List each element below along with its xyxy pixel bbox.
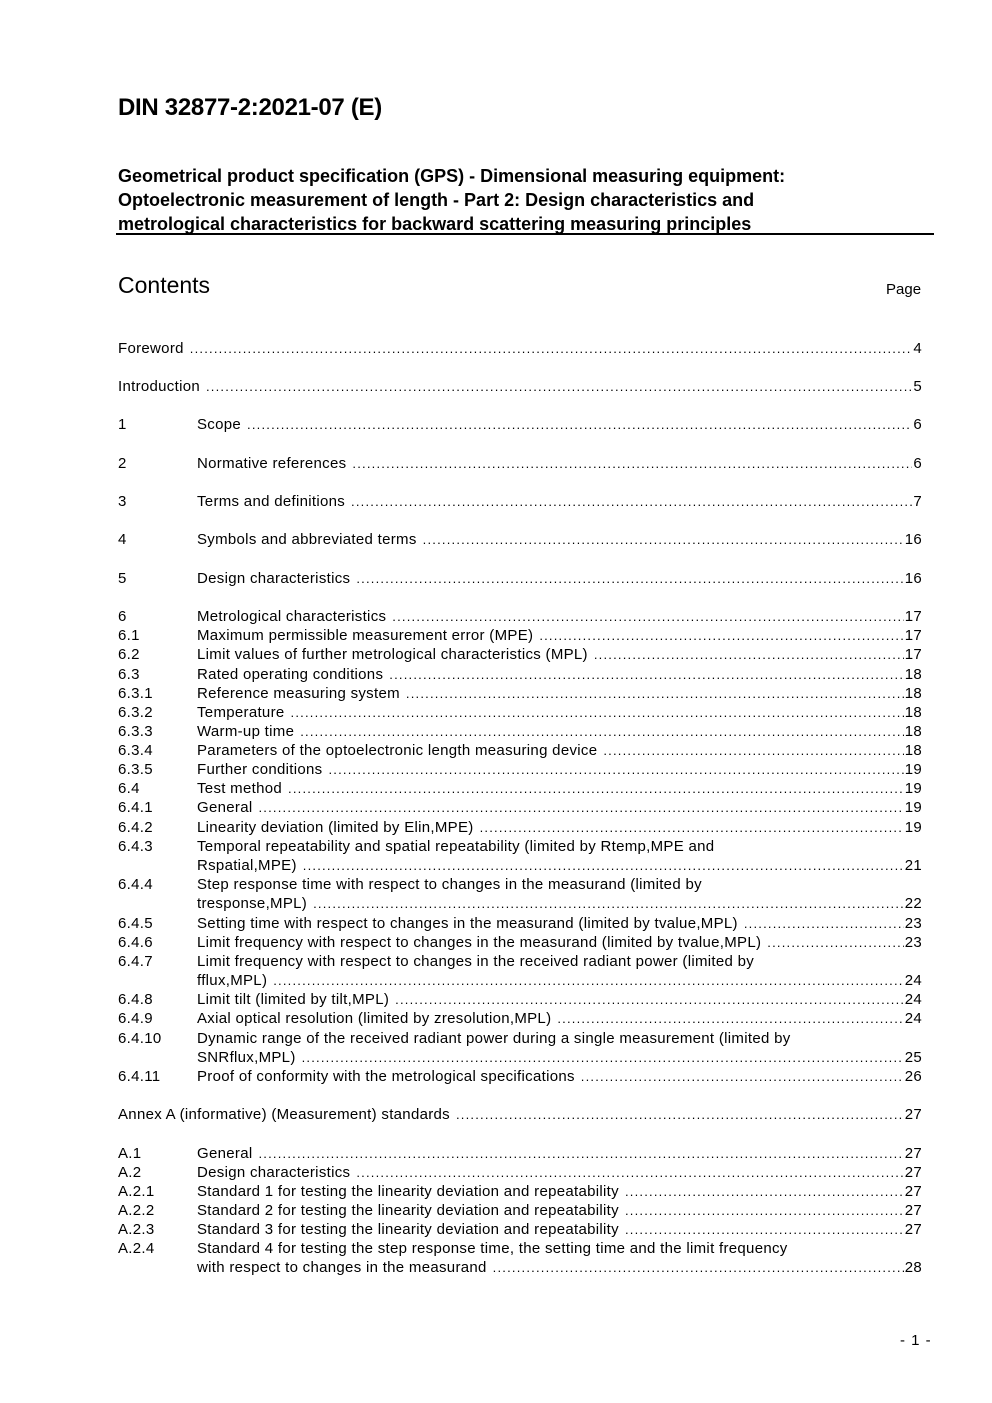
toc-entry-number: 6.4.5 [118,915,153,932]
toc-entry-page: 22 [904,895,922,912]
toc-entry[interactable] [118,779,922,798]
toc-entry-title: Standard 2 for testing the linearity deviation and repeatability [197,1202,619,1219]
toc-entry-continuation[interactable] [118,1258,922,1277]
toc-leader-dots [493,1258,904,1277]
toc-entry-title: Standard 1 for testing the linearity deviation and repeatability [197,1183,619,1200]
toc-entry-page: 6 [913,416,922,433]
toc-entry[interactable] [118,530,922,549]
toc-entry-page: 27 [904,1145,922,1162]
toc-entry[interactable] [118,415,922,434]
toc-entry-title: Symbols and abbreviated terms [197,531,417,548]
toc-entry-number: 6.4.4 [118,876,153,893]
toc-entry-number: 6.4.3 [118,838,153,855]
toc-entry-title: Standard 3 for testing the linearity deviation and repeatability [197,1221,619,1238]
document-title-line: metrological characteristics for backward scattering measuring principles [118,214,752,234]
toc-entry-title: Temporal repeatability and spatial repeatability (limited by Rtemp,MPE and [197,838,715,855]
toc-leader-dots [247,415,912,434]
toc-entry[interactable] [118,1067,922,1086]
toc-entry-title: Terms and definitions [197,493,346,510]
toc-entry[interactable] [118,665,922,684]
toc-leader-dots [258,798,903,817]
toc-entry-title: Temperature [197,704,285,721]
toc-leader-dots [389,665,903,684]
toc-entry-title-continued: Rspatial,MPE) [197,857,297,874]
toc-entry[interactable] [118,760,922,779]
toc-entry[interactable] [118,914,922,933]
toc-entry-title: Test method [197,780,283,797]
toc-entry-page: 18 [904,704,922,721]
toc-leader-dots [206,377,912,396]
toc-entry-title: Introduction [118,378,200,395]
toc-entry-page: 19 [904,761,922,778]
toc-entry-continuation[interactable] [118,971,922,990]
toc-leader-dots [313,894,904,913]
toc-entry-page: 23 [904,934,922,951]
toc-leader-dots [303,856,904,875]
toc-entry-page: 17 [904,608,922,625]
document-title-line: Geometrical product specification (GPS) - Dimensional measuring equipment: [118,166,786,186]
toc-entry-number: A.2.4 [118,1240,155,1257]
toc-entry-page: 19 [904,780,922,797]
toc-entry-title: Linearity deviation (limited by Elin,MPE) [197,819,474,836]
toc-leader-dots [456,1105,904,1124]
toc-entry-title: Reference measuring system [197,685,400,702]
toc-entry-continuation[interactable] [118,856,922,875]
toc-entry-page: 19 [904,799,922,816]
toc-entry-page: 16 [904,570,922,587]
toc-entry-page: 18 [904,685,922,702]
toc-entry[interactable] [118,1029,922,1048]
toc-entry-number: 6.3.3 [118,723,153,740]
toc-entry[interactable] [118,645,922,664]
toc-entry[interactable] [118,1220,922,1239]
toc-entry-page: 21 [904,857,922,874]
toc-leader-dots [625,1201,904,1220]
toc-entry[interactable] [118,1201,922,1220]
toc-entry-page: 27 [904,1221,922,1238]
toc-leader-dots [406,684,904,703]
toc-entry-page: 4 [913,340,922,357]
toc-entry[interactable] [118,741,922,760]
title-divider [116,233,934,235]
document-id: DIN 32877-2:2021-07 (E) [118,94,382,121]
toc-entry-page: 19 [904,819,922,836]
toc-entry-page: 24 [904,991,922,1008]
toc-leader-dots [594,645,904,664]
toc-entry-title-continued: with respect to changes in the measurand [197,1259,487,1276]
toc-entry-page: 25 [904,1049,922,1066]
toc-entry-page: 16 [904,531,922,548]
toc-entry[interactable] [118,569,922,588]
toc-entry-title: Metrological characteristics [197,608,387,625]
toc-entry-title: Limit frequency with respect to changes in the received radiant power (limited by [197,953,755,970]
toc-entry-title: Setting time with respect to changes in the measurand (limited by tvalue,MPL) [197,915,738,932]
toc-entry-title: Design characteristics [197,570,351,587]
toc-leader-dots [625,1182,904,1201]
toc-entry-title-continued: fflux,MPL) [197,972,268,989]
toc-entry-title: Parameters of the optoelectronic length measuring device [197,742,598,759]
toc-entry-page: 27 [904,1106,922,1123]
toc-entry[interactable] [118,492,922,511]
toc-leader-dots [395,990,904,1009]
toc-entry-number: 6.3.5 [118,761,153,778]
toc-entry-title: Limit tilt (limited by tilt,MPL) [197,991,390,1008]
toc-entry[interactable] [118,990,922,1009]
toc-leader-dots [328,760,903,779]
toc-entry-title-continued: SNRflux,MPL) [197,1049,296,1066]
toc-entry[interactable] [118,952,922,971]
toc-leader-dots [356,569,903,588]
document-title [118,164,908,236]
toc-leader-dots [351,492,912,511]
toc-entry-title: Axial optical resolution (limited by zresolution,MPL) [197,1010,552,1027]
toc-leader-dots [352,454,912,473]
toc-entry-number: 6.4.11 [118,1068,161,1085]
toc-leader-dots [190,339,913,358]
page-column-heading: Page [886,281,922,298]
toc-entry[interactable] [118,607,922,626]
toc-entry-number: A.2.1 [118,1183,155,1200]
toc-entry-number: 2 [118,455,127,472]
toc-entry-page: 26 [904,1068,922,1085]
toc-entry-title: General [197,1145,253,1162]
toc-entry-continuation[interactable] [118,894,922,913]
toc-entry[interactable] [118,875,922,894]
toc-leader-dots [288,779,904,798]
toc-entry-title: General [197,799,253,816]
toc-entry-number: 4 [118,531,127,548]
toc-entry[interactable] [118,1239,922,1258]
toc-entry[interactable] [118,722,922,741]
toc-entry-title: Design characteristics [197,1164,351,1181]
toc-entry-title: Foreword [118,340,184,357]
toc-entry-number: 6.4.10 [118,1030,162,1047]
toc-entry-number: A.2 [118,1164,142,1181]
toc-entry[interactable] [118,684,922,703]
toc-entry-title: Further conditions [197,761,323,778]
toc-entry-title: Annex A (informative) (Measurement) standards [118,1106,450,1123]
toc-entry-number: 6.3.4 [118,742,153,759]
toc-entry-title-continued: tresponse,MPL) [197,895,308,912]
toc-entry-title: Maximum permissible measurement error (MPE) [197,627,534,644]
toc-entry[interactable] [118,1182,922,1201]
toc-entry-page: 6 [913,455,922,472]
toc-entry-page: 24 [904,1010,922,1027]
toc-entry-page: 27 [904,1183,922,1200]
toc-entry-number: A.1 [118,1145,142,1162]
toc-leader-dots [302,1048,904,1067]
toc-entry-page: 18 [904,666,922,683]
toc-entry-number: 6.4.8 [118,991,153,1008]
toc-entry[interactable] [118,818,922,837]
toc-entry-number: 6.2 [118,646,140,663]
toc-entry-page: 24 [904,972,922,989]
toc-entry-number: A.2.3 [118,1221,155,1238]
toc-entry-number: 6.4.2 [118,819,153,836]
toc-entry-number: 6.4.6 [118,934,153,951]
toc-entry-continuation[interactable] [118,1048,922,1067]
toc-entry-page: 28 [904,1259,922,1276]
toc-entry-title: Warm-up time [197,723,295,740]
toc-leader-dots [539,626,903,645]
toc-entry[interactable] [118,933,922,952]
toc-entry-number: 6.4.1 [118,799,153,816]
toc-entry-number: 6.1 [118,627,140,644]
toc-entry[interactable] [118,798,922,817]
toc-entry-title: Rated operating conditions [197,666,384,683]
toc-entry-page: 27 [904,1202,922,1219]
toc-entry-page: 5 [913,378,922,395]
toc-leader-dots [300,722,903,741]
toc-entry-page: 23 [904,915,922,932]
toc-entry-number: A.2.2 [118,1202,155,1219]
toc-entry[interactable] [118,1163,922,1182]
toc-entry-number: 6.3.2 [118,704,153,721]
toc-entry-number: 6.3.1 [118,685,153,702]
toc-entry-page: 7 [913,493,922,510]
toc-leader-dots [480,818,904,837]
toc-entry[interactable] [118,454,922,473]
toc-leader-dots [557,1009,903,1028]
toc-entry-title: Normative references [197,455,347,472]
toc-entry-title: Standard 4 for testing the step response time, the setting time and the limit frequency [197,1240,788,1257]
toc-leader-dots [581,1067,904,1086]
toc-entry-page: 18 [904,723,922,740]
toc-entry-page: 27 [904,1164,922,1181]
document-title-line: Optoelectronic measurement of length - Part 2: Design characteristics and [118,190,755,210]
toc-entry-title: Step response time with respect to changes in the measurand (limited by [197,876,702,893]
toc-entry[interactable] [118,1009,922,1028]
toc-entry-page: 18 [904,742,922,759]
toc-entry-page: 17 [904,646,922,663]
toc-leader-dots [258,1144,903,1163]
toc-entry-number: 6.4 [118,780,140,797]
toc-entry-number: 1 [118,416,127,433]
toc-leader-dots [392,607,903,626]
toc-leader-dots [767,933,903,952]
toc-leader-dots [744,914,904,933]
toc-entry[interactable] [118,1144,922,1163]
toc-entry-title: Limit values of further metrological characteristics (MPL) [197,646,588,663]
toc-entry-number: 6 [118,608,127,625]
toc-entry-number: 6.4.7 [118,953,153,970]
toc-entry[interactable] [118,377,922,396]
toc-entry-number: 6.4.9 [118,1010,153,1027]
toc-entry-title: Limit frequency with respect to changes in the measurand (limited by tvalue,MPL) [197,934,762,951]
toc-leader-dots [423,530,904,549]
page-number: - 1 - [900,1332,932,1349]
toc-entry[interactable] [118,339,922,358]
toc-entry[interactable] [118,837,922,856]
toc-leader-dots [291,703,904,722]
toc-entry[interactable] [118,703,922,722]
toc-entry[interactable] [118,1105,922,1124]
toc-entry-page: 17 [904,627,922,644]
toc-entry-number: 5 [118,570,127,587]
toc-entry-number: 3 [118,493,127,510]
contents-heading: Contents [118,272,211,298]
toc-entry[interactable] [118,626,922,645]
toc-entry-title: Dynamic range of the received radiant power during a single measurement (limited by [197,1030,791,1047]
toc-leader-dots [603,741,903,760]
toc-leader-dots [625,1220,904,1239]
toc-leader-dots [273,971,903,990]
toc-entry-title: Scope [197,416,242,433]
toc-entry-title: Proof of conformity with the metrological specifications [197,1068,575,1085]
toc-leader-dots [356,1163,903,1182]
toc-entry-number: 6.3 [118,666,140,683]
